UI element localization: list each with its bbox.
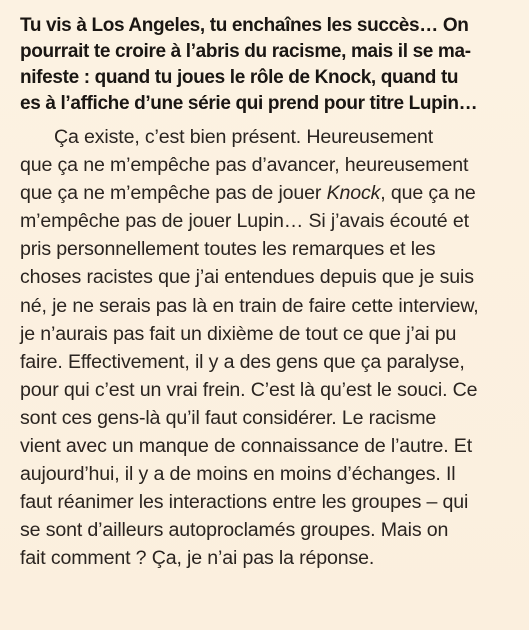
answer-line: m’empêche pas de jouer Lupin… Si j’avais écouté et bbox=[20, 210, 469, 233]
answer-text: , que ça ne bbox=[380, 182, 476, 205]
answer-line: pris personnellement toutes les remarques et les bbox=[20, 238, 436, 261]
answer-line: sont ces gens-là qu’il faut considérer. Le racisme bbox=[20, 406, 437, 429]
answer-line: vient avec un manque de connaissance de l’autre. Et bbox=[20, 435, 473, 458]
question-line: es à l’affiche d’une série qui prend pour titre Lupin… bbox=[20, 93, 478, 114]
question-line: nifeste : quand tu joues le rôle de Knock, quand tu bbox=[20, 67, 459, 88]
question-line: Tu vis à Los Angeles, tu enchaînes les succès… On bbox=[20, 15, 469, 36]
answer-line: faut réanimer les interactions entre les groupes – qui bbox=[20, 491, 469, 514]
answer-line bbox=[20, 179, 517, 207]
answer-line: choses racistes que j’ai entendues depuis que je suis bbox=[20, 266, 474, 289]
answer-line: se sont d’ailleurs autoproclamés groupes. Mais on bbox=[20, 519, 449, 542]
answer-italic-title: Knock bbox=[326, 182, 381, 205]
answer-line: que ça ne m’empêche pas d’avancer, heureusement bbox=[20, 154, 469, 177]
answer-line: faire. Effectivement, il y a des gens que ça paralyse, bbox=[20, 350, 465, 373]
answer-line: fait comment ? Ça, je n’ai pas la réponse. bbox=[20, 547, 375, 570]
answer-line: pour qui c’est un vrai frein. C’est là qu’est le souci. Ce bbox=[20, 378, 478, 401]
interview-question bbox=[20, 13, 517, 117]
answer-line: né, je ne serais pas là en train de faire cette interview, bbox=[20, 294, 479, 317]
answer-line: je n’aurais pas fait un dixième de tout ce que j’ai pu bbox=[20, 322, 457, 345]
answer-text: que ça ne m’empêche pas de jouer bbox=[20, 182, 327, 205]
question-line: pourrait te croire à l’abris du racisme, mais il se ma- bbox=[20, 41, 471, 62]
answer-line: Ça existe, c’est bien présent. Heureusement bbox=[54, 126, 434, 148]
interview-answer bbox=[20, 123, 517, 573]
answer-line: aujourd’hui, il y a de moins en moins d’échanges. Il bbox=[20, 463, 456, 486]
